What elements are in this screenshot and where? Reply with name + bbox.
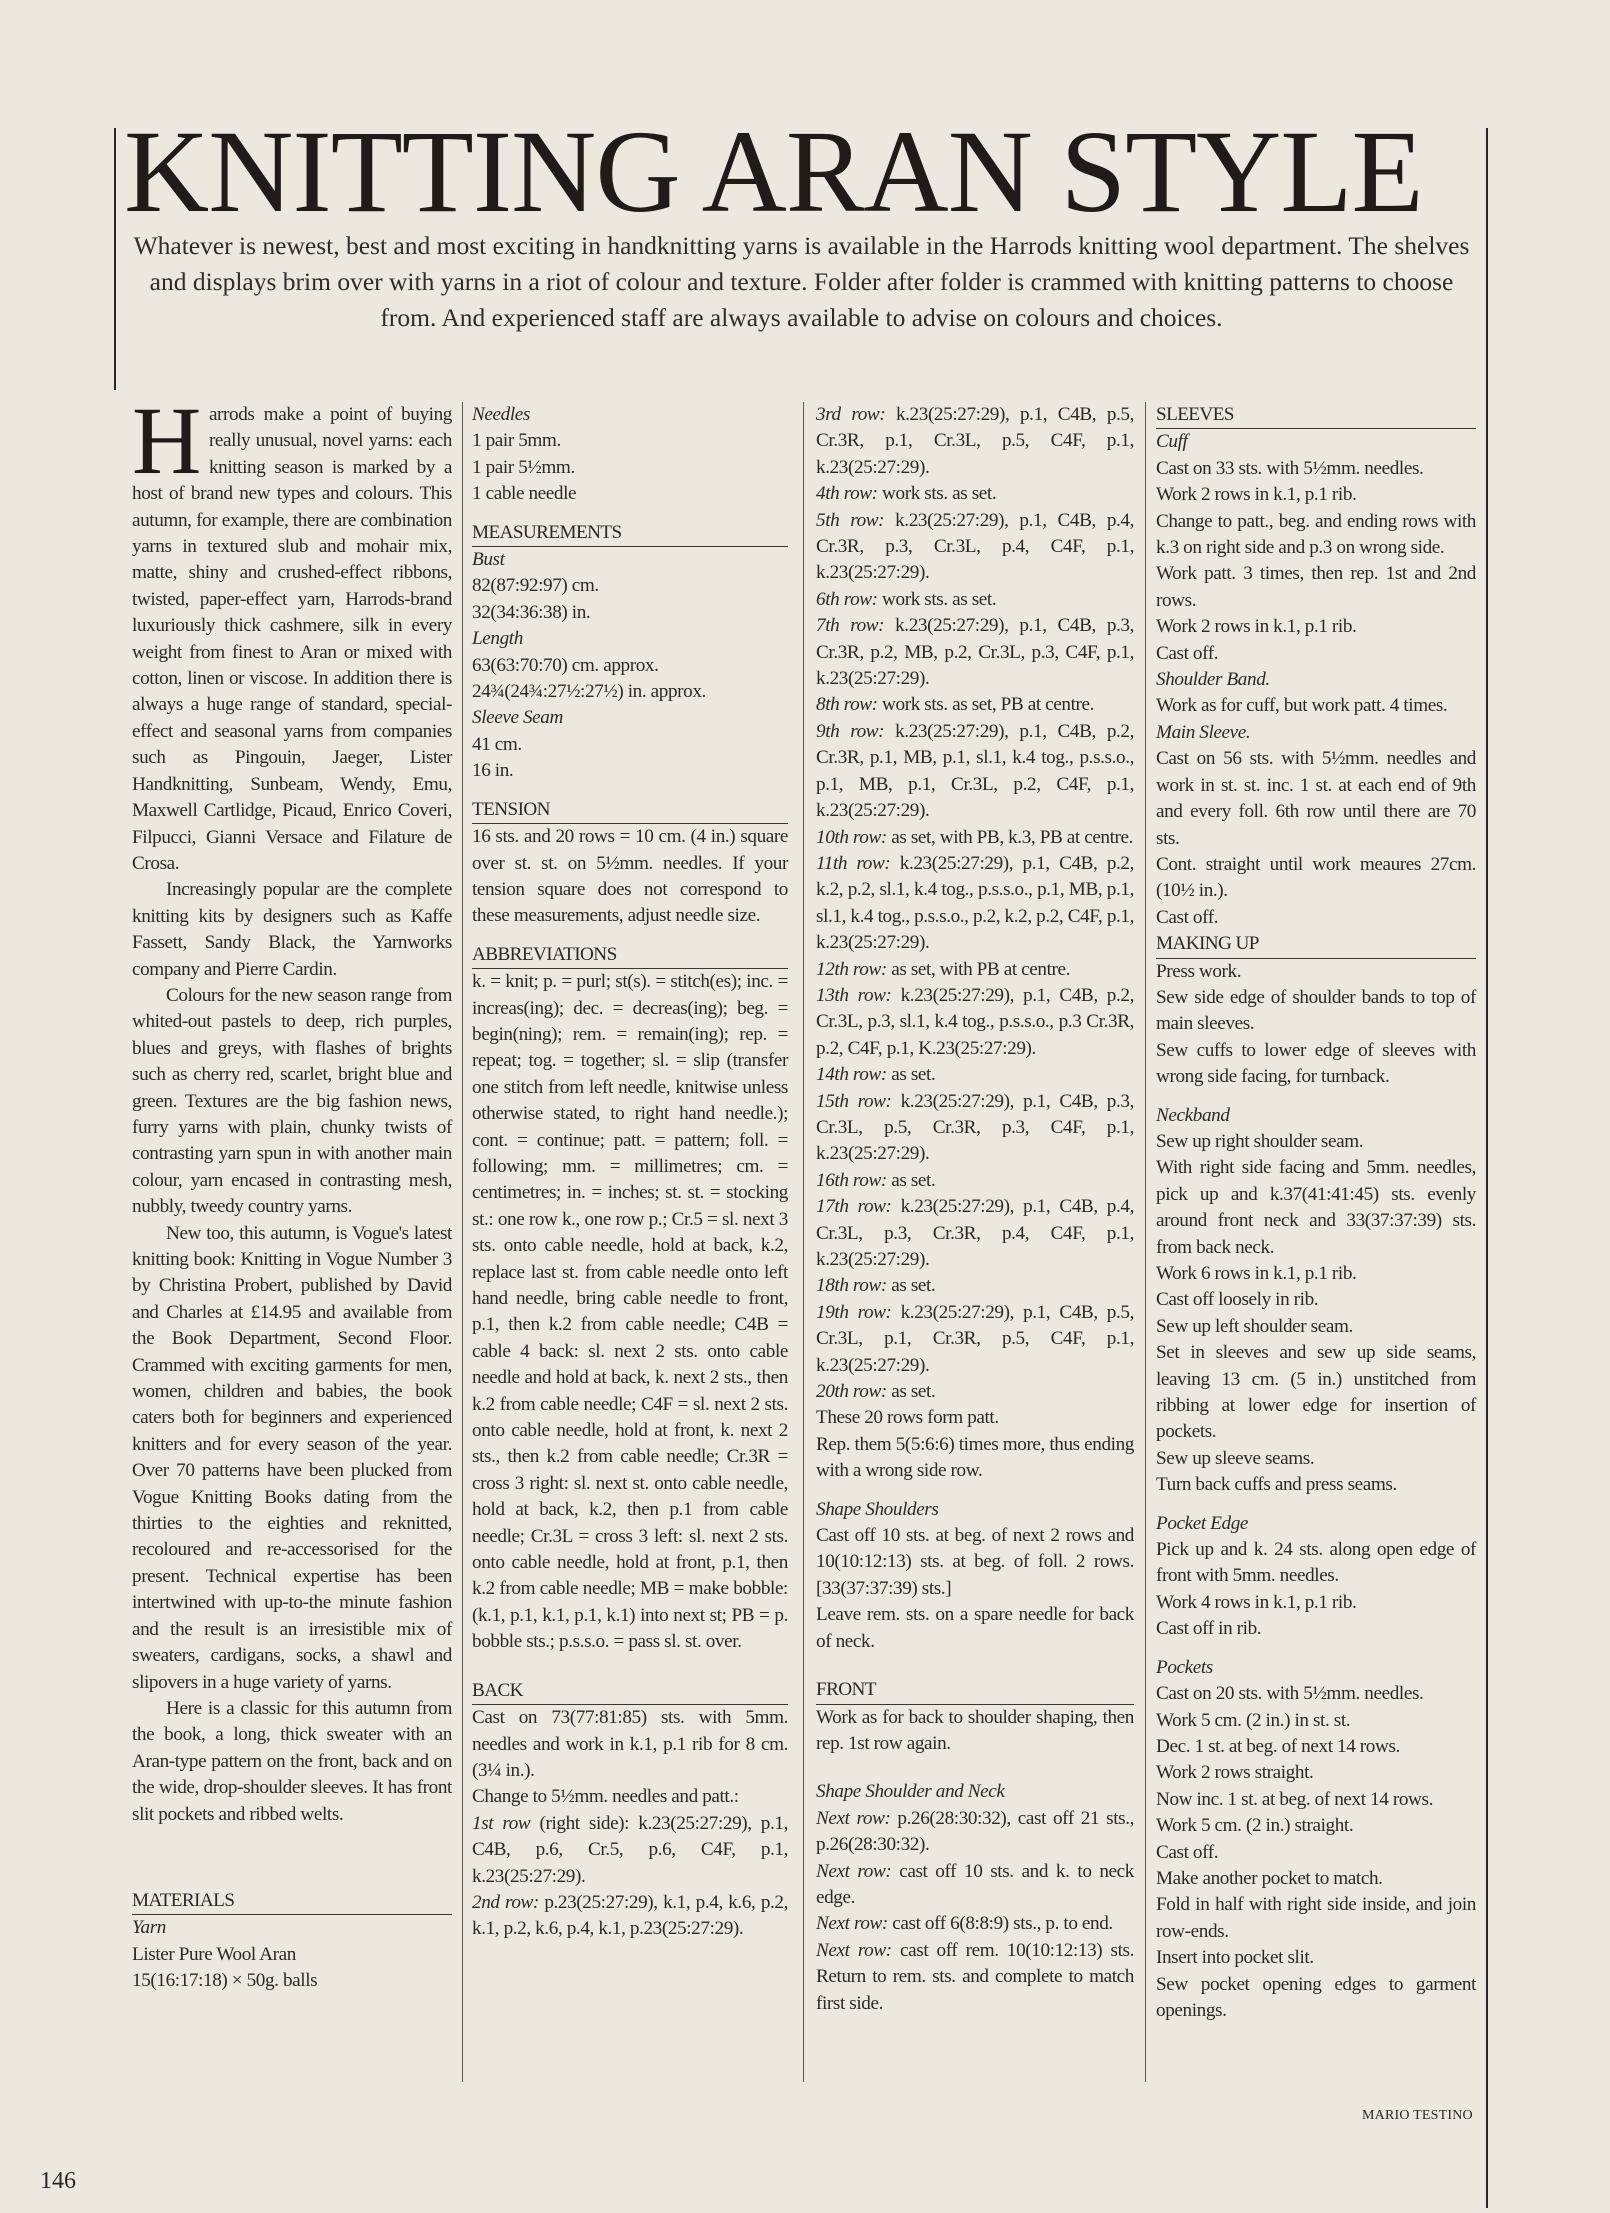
column-pattern-rows <box>816 402 1134 2017</box>
row-text: cast off 10 sts. and k. to neck edge. <box>816 1860 1134 1908</box>
row-text: k.23(25:27:29), p.1, C4B, p.4, Cr.3L, p.3, Cr.3R, p.4, C4F, p.1, k.23(25:27:29). <box>816 1196 1134 1270</box>
line: Insert into pocket slit. <box>1156 1947 1314 1969</box>
column-intro-text <box>132 387 452 1995</box>
pattern-row <box>816 1911 1134 1937</box>
column-divider <box>803 402 804 2082</box>
subheading-needles: Needles <box>472 404 530 425</box>
line: Dec. 1 st. at beg. of next 14 rows. <box>1156 1735 1400 1757</box>
pattern-row <box>816 719 1134 825</box>
section-heading-making-up: MAKING UP <box>1156 931 1476 958</box>
pattern-row <box>816 1806 1134 1859</box>
pattern-row <box>816 1194 1134 1273</box>
line: Cast on 33 sts. with 5½mm. needles. <box>1156 457 1424 479</box>
row-text: as set. <box>886 1169 936 1191</box>
row-text: cast off rem. 10(10:12:13) sts. Return to rem. sts. and complete to match first side. <box>816 1939 1134 2014</box>
intro-paragraph: Whatever is newest, best and most exciting in handknitting yarns is available in the Harrods knitting wool department. The shelves and displays brim over with yarns in a riot of colour and texture. Folder after folder is crammed with knitting patterns to choose from. And experienced staff are always available to advise on colours and choices. <box>133 231 1470 332</box>
pattern-row <box>816 402 1134 481</box>
row-label: 16th row: <box>816 1169 887 1191</box>
right-rule <box>1486 128 1488 2208</box>
row-text: p.23(25:27:29), k.1, p.4, k.6, p.2, k.1, p.2, k.6, p.4, k.1, p.23(25:27:29). <box>472 1891 788 1940</box>
pattern-row <box>816 825 1134 851</box>
line: Work patt. 3 times, then rep. 1st and 2nd rows. <box>1156 563 1476 611</box>
pattern-row <box>816 1273 1134 1299</box>
line: 82(87:92:97) cm. <box>472 575 599 597</box>
pattern-row <box>472 1890 788 1943</box>
line: Turn back cuffs and press seams. <box>1156 1474 1397 1496</box>
pattern-row <box>816 1379 1134 1405</box>
column-divider <box>1145 402 1146 2082</box>
row-label: 13th row: <box>816 984 892 1006</box>
section-heading-sleeves: SLEEVES <box>1156 402 1476 429</box>
row-text: (right side): k.23(25:27:29), p.1, C4B, p.6, Cr.5, p.6, C4F, p.1, k.23(25:27:29). <box>472 1812 788 1887</box>
row-label: 18th row: <box>816 1275 887 1297</box>
paragraph-text: arrods make a point of buying really unusual, novel yarns: each knitting season is marked by a host of brand new types and colours. This autumn, for example, there are combination yarns in textured slub and mohair mix, matte, shiny and crushed-effect ribbons, twisted, paper-effect yarn, Harrods-brand luxuriously thick cashmere, silk in every weight from finest to Aran or mixed with cotton, linen or viscose. In addition there is always a huge range of standard, special-effect and seasonal yarns from companies such as Pingouin, Jaeger, Lister Handknitting, Sunbeam, Wendy, Emu, Maxwell Cartlidge, Picaud, Enrico Coveri, Filpucci, Gianni Versace and Filature de Crosa. <box>132 404 452 874</box>
line: Make another pocket to match. <box>1156 1867 1383 1889</box>
row-label: 5th row: <box>816 509 885 531</box>
line: Sew up left shoulder seam. <box>1156 1315 1353 1337</box>
paragraph: Cast on 73(77:81:85) sts. with 5mm. needles and work in k.1, p.1 rib for 8 cm. (3¼ in.). <box>472 1707 788 1781</box>
subheading-pockets: Pockets <box>1156 1656 1213 1678</box>
row-text: k.23(25:27:29), p.1, C4B, p.3, Cr.3L, p.5, Cr.3R, p.3, C4F, p.1, k.23(25:27:29). <box>816 1090 1134 1165</box>
row-text: as set, with PB, k.3, PB at centre. <box>886 826 1134 848</box>
line: Change to patt., beg. and ending rows with k.3 on right side and p.3 on wrong side. <box>1156 510 1476 559</box>
line: 16 in. <box>472 760 514 782</box>
line: Cast on 20 sts. with 5½mm. needles. <box>1156 1683 1424 1705</box>
subheading-shape-shoulders: Shape Shoulders <box>816 1498 939 1520</box>
row-label: 20th row: <box>816 1381 887 1403</box>
left-rule <box>114 128 116 390</box>
line: Work 4 rows in k.1, p.1 rib. <box>1156 1591 1357 1613</box>
line: Work 5 cm. (2 in.) in st. st. <box>1156 1709 1351 1731</box>
row-label: Next row: <box>816 1939 892 1961</box>
page-number: 146 <box>40 2168 76 2194</box>
pattern-row <box>816 1168 1134 1194</box>
line: Press work. <box>1156 960 1242 982</box>
row-text: k.23(25:27:29), p.1, C4B, p.2, k.2, p.2, sl.1, k.4 tog., p.s.s.o., p.1, MB, p.1, sl.1, k.4 tog., p.s.s.o., p.2, k.2, p.2, C4F, p.1, k.23(25:27:29). <box>816 852 1135 954</box>
pattern-row <box>816 481 1134 507</box>
pattern-row <box>816 1938 1134 2017</box>
row-text: as set, with PB at centre. <box>886 958 1071 980</box>
subheading-neckband: Neckband <box>1156 1104 1230 1126</box>
subheading-cuff: Cuff <box>1156 431 1188 453</box>
subheading-main-sleeve: Main Sleeve. <box>1156 721 1251 743</box>
line: Work 2 rows in k.1, p.1 rib. <box>1156 616 1357 638</box>
row-text: as set. <box>886 1275 936 1297</box>
pattern-row <box>816 692 1134 718</box>
pattern-row <box>816 1089 1134 1168</box>
paragraph: Cast off 10 sts. at beg. of next 2 rows and 10(10:12:13) sts. at beg. of foll. 2 rows. [33(37:37:39) sts.] <box>816 1525 1134 1599</box>
article-paragraph: Here is a classic for this autumn from the book, a long, thick sweater with an Aran-type pattern on the front, back and on the wide, drop-shoulder sleeves. It has front slit pockets and ribbed welts. <box>132 1697 452 1825</box>
line: Now inc. 1 st. at beg. of next 14 rows. <box>1156 1788 1433 1810</box>
row-text: work sts. as set. <box>877 588 997 610</box>
row-label: Next row: <box>816 1860 892 1882</box>
page-title: KNITTING ARAN STYLE <box>124 106 1423 237</box>
row-text: k.23(25:27:29), p.1, C4B, p.4, Cr.3R, p.3, Cr.3L, p.4, C4F, p.1, k.23(25:27:29). <box>816 509 1135 584</box>
subheading-sleeve-seam: Sleeve Seam <box>472 707 563 729</box>
pattern-row <box>472 1811 788 1890</box>
row-text: k.23(25:27:29), p.1, C4B, p.3, Cr.3R, p.2, MB, p.2, Cr.3L, p.3, C4F, p.1, k.23(25:27:29). <box>816 615 1135 690</box>
pattern-row <box>816 1300 1134 1379</box>
pattern-row <box>816 957 1134 983</box>
line: Sew up sleeve seams. <box>1156 1447 1315 1469</box>
article-paragraph: Increasingly popular are the complete knitting kits by designers such as Kaffe Fassett, Sandy Black, the Yarnworks company and Pierre Cardin. <box>132 879 452 980</box>
pattern-row <box>816 983 1134 1062</box>
line: Work 6 rows in k.1, p.1 rib. <box>1156 1263 1357 1284</box>
pattern-row <box>816 613 1134 692</box>
row-text: p.26(28:30:32), cast off 21 sts., p.26(28:30:32). <box>816 1807 1134 1856</box>
row-label: 8th row: <box>816 694 878 716</box>
row-label: 4th row: <box>816 483 878 505</box>
row-text: as set. <box>886 1381 936 1403</box>
row-label: Next row: <box>816 1913 888 1935</box>
line: Work 2 rows in k.1, p.1 rib. <box>1156 484 1357 506</box>
row-label: 1st row <box>472 1812 531 1834</box>
paragraph: k. = knit; p. = purl; st(s). = stitch(es); inc. = increas(ing); dec. = decreas(ing); beg. = begin(ning); rem. = remain(ing); rep. = repeat; tog. = together; sl. = slip (transfer one stitch from left needle, knitwise unless otherwise stated, to right hand needle.); cont. = continue; patt. = pattern; foll. = following; mm. = millimetres; cm. = centimetres; in. = inches; st. st. = stocking st.: one row k., one row p.; Cr.5 = sl. next 3 sts. onto cable needle, hold at back, k.2, replace last st. from cable needle onto left hand needle, bring cable needle to front, p.1, then k.2 from cable needle; C4B = cable 4 back: sl. next 2 sts. onto cable needle and hold at back, k. next 2 sts., then k.2 from cable needle; C4F = sl. next 2 sts. onto cable needle, hold at front, k. next 2 sts., then k.2 from cable needle; Cr.3R = cross 3 right: sl. next st. onto cable needle, hold at back, k.2, then p.1 from cable needle; Cr.3L = cross 3 left: sl. next 2 sts. onto cable needle, hold at front, p.1, then k.2 from cable needle; MB = make bobble: (k.1, p.1, k.1, p.1, k.1) into next st; PB = p. bobble sts.; p.s.s.o. = pass sl. st. over. <box>472 971 788 1653</box>
line: With right side facing and 5mm. needles, pick up and k.37(41:41:45) sts. evenly around front neck and 33(37:37:39) sts. from back neck. <box>1156 1157 1476 1258</box>
paragraph: Work as for back to shoulder shaping, then rep. 1st row again. <box>816 1706 1134 1754</box>
line: Set in sleeves and sew up side seams, leaving 13 cm. (5 in.) unstitched from ribbing at lower edge for insertion of pockets. <box>1156 1342 1476 1443</box>
row-label: 6th row: <box>816 588 878 610</box>
section-heading-measurements: MEASUREMENTS <box>472 520 788 547</box>
subheading-length: Length <box>472 628 523 650</box>
subheading-shape-neck: Shape Shoulder and Neck <box>816 1781 1005 1803</box>
row-text: k.23(25:27:29), p.1, C4B, p.5, Cr.3L, p.1, Cr.3R, p.5, C4F, p.1, k.23(25:27:29). <box>816 1301 1134 1376</box>
section-heading-abbreviations: ABBREVIATIONS <box>472 942 788 969</box>
line: Cast off. <box>1156 1841 1219 1863</box>
line: 1 pair 5mm. <box>472 430 561 452</box>
paragraph: Leave rem. sts. on a spare needle for back of neck. <box>816 1604 1134 1652</box>
line: Lister Pure Wool Aran <box>132 1943 296 1965</box>
article-paragraph: Colours for the new season range from whited-out pastels to deep, rich purples, blues and greys, with flashes of brights such as cherry red, scarlet, bright blue and green. Textures are the big fashion news, furry yarns with plain, chunky twists of contrasting yarn spun in with another main colour, yarn encased in contrasting mesh, nubbly, tweedy country yarns. <box>132 984 452 1218</box>
line: 24¾(24¾:27½:27½) in. approx. <box>472 681 706 703</box>
line: Pick up and k. 24 sts. along open edge of front with 5mm. needles. <box>1156 1539 1476 1587</box>
row-label: 17th row: <box>816 1196 892 1218</box>
column-sleeves-making-up <box>1156 402 1476 2024</box>
subheading-bust: Bust <box>472 549 505 571</box>
subheading-yarn: Yarn <box>132 1917 166 1939</box>
pattern-row <box>816 851 1134 957</box>
line: Work 5 cm. (2 in.) straight. <box>1156 1815 1354 1837</box>
line: 1 cable needle <box>472 483 577 505</box>
row-text: k.23(25:27:29), p.1, C4B, p.2, Cr.3R, p.1, MB, p.1, sl.1, k.4 tog., p.s.s.o., p.1, MB, p.1, Cr.3L, p.2, C4F, p.1, k.23(25:27:29). <box>816 720 1135 822</box>
line: These 20 rows form patt. <box>816 1407 999 1429</box>
row-label: 19th row: <box>816 1301 892 1323</box>
row-label: 14th row: <box>816 1064 887 1086</box>
paragraph: Rep. them 5(5:6:6) times more, thus ending with a wrong side row. <box>816 1433 1134 1482</box>
row-label: 2nd row: <box>472 1891 539 1913</box>
section-heading-back: BACK <box>472 1678 788 1705</box>
section-heading-materials: MATERIALS <box>132 1888 452 1915</box>
line: Cast on 56 sts. with 5½mm. needles and work in st. st. inc. 1 st. at each end of 9th and every foll. 6th row until there are 70 sts. <box>1156 748 1476 849</box>
line: 63(63:70:70) cm. approx. <box>472 654 659 676</box>
row-text: work sts. as set. <box>877 483 997 505</box>
line: Change to 5½mm. needles and patt.: <box>472 1786 739 1808</box>
line: Cont. straight until work meaures 27cm. (10½ in.). <box>1156 853 1476 902</box>
line: Cast off. <box>1156 906 1219 928</box>
row-label: 12th row: <box>816 958 887 980</box>
article-paragraph: New too, this autumn, is Vogue's latest knitting book: Knitting in Vogue Number 3 by Christina Probert, published by David and Charles at £14.95 and available from the Book Department, Second Floor. Crammed with exciting garments for men, women, children and babies, the book caters both for beginners and experienced knitters and for every season of the year. Over 70 patterns have been plucked from Vogue Knitting Books dating from the thirties to the eighties and reknitted, recoloured and re-accessorised for the present. Technical expertise has been intertwined with up-to-the minute fashion and the result is an irresistible mix of sweaters, cardigans, socks, a shawl and slipovers in a huge variety of yarns. <box>132 1222 452 1693</box>
subheading-shoulder-band: Shoulder Band. <box>1156 669 1270 691</box>
line: 15(16:17:18) × 50g. balls <box>132 1970 318 1992</box>
row-text: work sts. as set, PB at centre. <box>877 694 1095 716</box>
drop-cap: H <box>132 387 201 494</box>
pattern-row <box>816 587 1134 613</box>
line: Cast off in rib. <box>1156 1618 1262 1640</box>
line: Work 2 rows straight. <box>1156 1762 1314 1784</box>
pattern-row <box>816 1859 1134 1912</box>
pattern-row <box>816 508 1134 587</box>
article-paragraph <box>132 387 452 877</box>
subheading-pocket-edge: Pocket Edge <box>1156 1512 1249 1534</box>
row-text: k.23(25:27:29), p.1, C4B, p.5, Cr.3R, p.1, Cr.3L, p.5, C4F, p.1, k.23(25:27:29). <box>816 404 1135 478</box>
line: Sew side edge of shoulder bands to top of main sleeves. <box>1156 986 1476 1035</box>
column-divider <box>462 402 463 2082</box>
pattern-row <box>816 1062 1134 1088</box>
row-text: cast off 6(8:8:9) sts., p. to end. <box>887 1913 1113 1935</box>
section-heading-tension: TENSION <box>472 797 788 824</box>
row-text: as set. <box>886 1064 936 1086</box>
row-text: k.23(25:27:29), p.1, C4B, p.2, Cr.3L, p.3, sl.1, k.4 tog., p.s.s.o., p.3 Cr.3R, p.2, C4F, p.1, K.23(25:27:29). <box>816 984 1134 1059</box>
row-label: 7th row: <box>816 615 885 637</box>
row-label: Next row: <box>816 1807 891 1829</box>
line: Sew pocket opening edges to garment openings. <box>1156 1973 1476 2021</box>
row-label: 15th row: <box>816 1090 892 1112</box>
line: Sew cuffs to lower edge of sleeves with wrong side facing, for turnback. <box>1156 1039 1476 1088</box>
row-label: 3rd row: <box>816 404 886 425</box>
section-heading-front: FRONT <box>816 1677 1134 1704</box>
line: 32(34:36:38) in. <box>472 601 591 623</box>
column-materials <box>472 402 788 1943</box>
paragraph: 16 sts. and 20 rows = 10 cm. (4 in.) square over st. st. on 5½mm. needles. If your tension square does not correspond to these measurements, adjust needle size. <box>472 826 788 927</box>
line: Cast off loosely in rib. <box>1156 1289 1319 1311</box>
row-label: 11th row: <box>816 852 891 874</box>
photo-credit: MARIO TESTINO <box>1362 2108 1473 2123</box>
row-label: 10th row: <box>816 826 887 848</box>
line: Work as for cuff, but work patt. 4 times. <box>1156 695 1448 717</box>
line: Sew up right shoulder seam. <box>1156 1130 1364 1152</box>
line: Cast off. <box>1156 642 1219 664</box>
line: 41 cm. <box>472 733 522 755</box>
row-label: 9th row: <box>816 720 885 742</box>
line: 1 pair 5½mm. <box>472 456 575 478</box>
line: Fold in half with right side inside, and join row-ends. <box>1156 1894 1476 1942</box>
